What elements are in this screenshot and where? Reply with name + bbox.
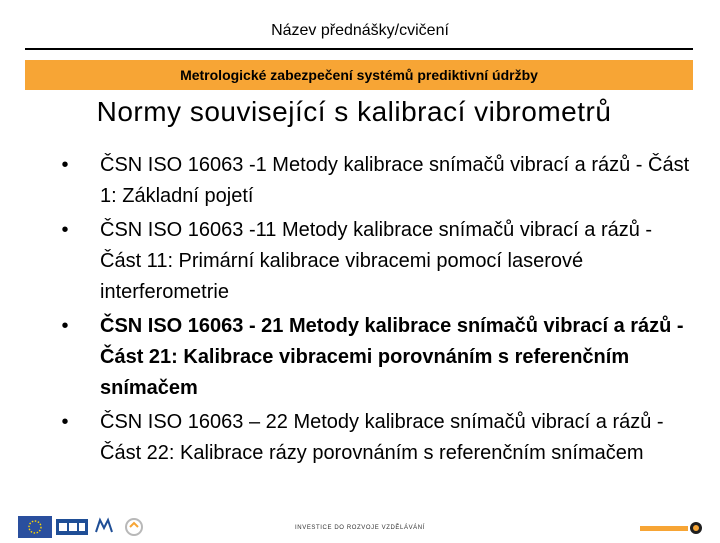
- bullet-item: [30, 311, 710, 404]
- bullet-item: [30, 215, 710, 308]
- bullet-text: ČSN ISO 16063 -11 Metody kalibrace snímačů vibrací a rázů - Část 11: Primární kalibrace vibracemi pomocí laserové interferometrie: [100, 219, 653, 303]
- bullet-text: ČSN ISO 16063 -1 Metody kalibrace snímačů vibrací a rázů - Část 1: Základní pojetí: [100, 154, 690, 207]
- footer: [0, 510, 720, 540]
- bullet-icon: •: [61, 315, 69, 337]
- subheader-bar: Metrologické zabezpečení systémů prediktivní údržby: [25, 60, 693, 90]
- bullet-list: [30, 150, 710, 469]
- bullet-text: ČSN ISO 16063 – 22 Metody kalibrace snímačů vibrací a rázů - Část 22: Kalibrace rázy porovnáním s referenčním snímačem: [100, 411, 664, 464]
- bullet-text: ČSN ISO 16063 - 21 Metody kalibrace snímačů vibrací a rázů - Část 21: Kalibrace vibracemi porovnáním s referenčním snímačem: [100, 315, 684, 399]
- slide-title: Normy související s kalibrací vibrometrů: [96, 96, 612, 127]
- header-title: Název přednášky/cvičení: [271, 22, 449, 39]
- bullet-item: [30, 407, 710, 469]
- bullet-icon: •: [61, 219, 69, 241]
- bullet-item: [30, 150, 710, 212]
- header-divider: [25, 48, 693, 50]
- bullet-icon: •: [61, 411, 69, 433]
- footer-text: INVESTICE DO ROZVOJE VZDĚLÁVÁNÍ: [295, 525, 425, 531]
- bullet-icon: •: [61, 154, 69, 176]
- vsb-logo: [640, 518, 704, 538]
